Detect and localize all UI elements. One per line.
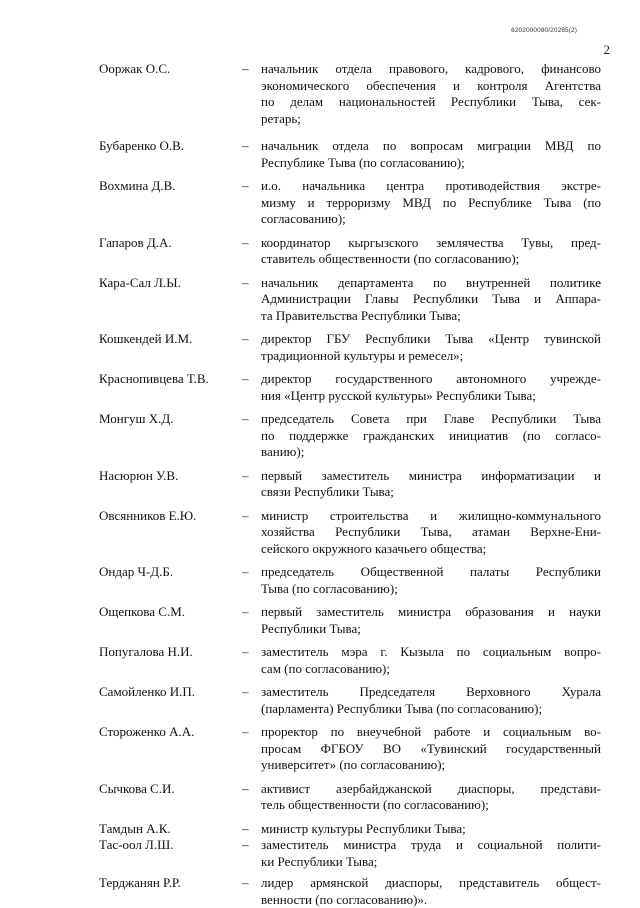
member-position bbox=[261, 411, 601, 461]
position-line: и.о. начальника центра противодействия экстре- bbox=[261, 178, 601, 195]
position-line: заместитель Председателя Верховного Хурала bbox=[261, 684, 601, 701]
member-position bbox=[261, 604, 601, 637]
position-line: просам ФГБОУ ВО «Тувинский государственный bbox=[261, 741, 601, 758]
member-entry bbox=[99, 178, 601, 228]
position-line: председатель Совета при Главе Республики Тыва bbox=[261, 411, 601, 428]
dash-separator: – bbox=[242, 331, 249, 348]
member-name: Самойленко И.П. bbox=[99, 684, 195, 701]
member-entry bbox=[99, 371, 601, 404]
dash-separator: – bbox=[242, 724, 249, 741]
dash-separator: – bbox=[242, 61, 249, 78]
member-entry bbox=[99, 564, 601, 597]
position-line: Администрации Главы Республики Тыва и Аппара- bbox=[261, 291, 601, 308]
member-entry bbox=[99, 724, 601, 774]
member-entry bbox=[99, 411, 601, 461]
member-list bbox=[99, 61, 601, 908]
position-line: ванию); bbox=[261, 444, 601, 461]
position-line: активист азербайджанской диаспоры, представи- bbox=[261, 781, 601, 798]
member-entry bbox=[99, 235, 601, 268]
position-line: Республики Тыва; bbox=[261, 621, 601, 638]
dash-separator: – bbox=[242, 821, 249, 838]
dash-separator: – bbox=[242, 604, 249, 621]
position-line: ки Республики Тыва; bbox=[261, 854, 601, 871]
member-position bbox=[261, 275, 601, 325]
position-line: экономического обеспечения и контроля Агентства bbox=[261, 78, 601, 95]
member-entry bbox=[99, 781, 601, 814]
member-position bbox=[261, 781, 601, 814]
dash-separator: – bbox=[242, 138, 249, 155]
member-entry bbox=[99, 644, 601, 677]
position-line: (парламента) Республики Тыва (по согласованию); bbox=[261, 701, 601, 718]
member-name: Насюрюн У.В. bbox=[99, 468, 178, 485]
position-line: та Правительства Республики Тыва; bbox=[261, 308, 601, 325]
position-line: начальник отдела по вопросам миграции МВД по bbox=[261, 138, 601, 155]
member-name: Овсянников Е.Ю. bbox=[99, 508, 196, 525]
position-line: хозяйства Республики Тыва, атаман Верхне-Ени- bbox=[261, 524, 601, 541]
dash-separator: – bbox=[242, 508, 249, 525]
member-name: Кошкендей И.М. bbox=[99, 331, 192, 348]
position-line: лидер армянской диаспоры, представитель общест- bbox=[261, 875, 601, 892]
position-line: министр культуры Республики Тыва; bbox=[261, 821, 601, 838]
member-entry bbox=[99, 61, 601, 127]
dash-separator: – bbox=[242, 275, 249, 292]
member-position bbox=[261, 564, 601, 597]
position-line: Республике Тыва (по согласованию); bbox=[261, 155, 601, 172]
dash-separator: – bbox=[242, 235, 249, 252]
position-line: заместитель министра труда и социальной полити- bbox=[261, 837, 601, 854]
member-name: Бубаренко О.В. bbox=[99, 138, 184, 155]
member-entry bbox=[99, 875, 601, 908]
position-line: министр строительства и жилищно-коммунального bbox=[261, 508, 601, 525]
member-name: Ооржак О.С. bbox=[99, 61, 170, 78]
position-line: венности (по согласованию)». bbox=[261, 892, 601, 908]
position-line: начальник департамента по внутренней политике bbox=[261, 275, 601, 292]
member-name: Краснопивцева Т.В. bbox=[99, 371, 209, 388]
member-entry bbox=[99, 604, 601, 637]
member-entry bbox=[99, 138, 601, 171]
position-line: по делам национальностей Республики Тыва, сек- bbox=[261, 94, 601, 111]
member-position bbox=[261, 331, 601, 364]
dash-separator: – bbox=[242, 875, 249, 892]
position-line: председатель Общественной палаты Республики bbox=[261, 564, 601, 581]
member-position bbox=[261, 138, 601, 171]
dash-separator: – bbox=[242, 684, 249, 701]
page-number: 2 bbox=[0, 42, 610, 58]
member-position bbox=[261, 684, 601, 717]
position-line: ния «Центр русской культуры» Республики Тыва; bbox=[261, 388, 601, 405]
member-position bbox=[261, 468, 601, 501]
member-position bbox=[261, 644, 601, 677]
member-name: Ощепкова С.М. bbox=[99, 604, 185, 621]
position-line: традиционной культуры и ремесел»; bbox=[261, 348, 601, 365]
member-position bbox=[261, 178, 601, 228]
member-name: Сычкова С.И. bbox=[99, 781, 175, 798]
dash-separator: – bbox=[242, 411, 249, 428]
dash-separator: – bbox=[242, 837, 249, 854]
member-name: Гапаров Д.А. bbox=[99, 235, 172, 252]
position-line: заместитель мэра г. Кызыла по социальным вопро- bbox=[261, 644, 601, 661]
member-entry bbox=[99, 331, 601, 364]
position-line: ставитель общественности (по согласованию); bbox=[261, 251, 601, 268]
member-position bbox=[261, 821, 601, 838]
position-line: мизму и терроризму МВД по Республике Тыва (по bbox=[261, 195, 601, 212]
member-position bbox=[261, 875, 601, 908]
member-name: Терджанян Р.Р. bbox=[99, 875, 181, 892]
member-name: Вохмина Д.В. bbox=[99, 178, 176, 195]
position-line: координатор кыргызского землячества Тувы, пред- bbox=[261, 235, 601, 252]
member-name: Монгуш Х.Д. bbox=[99, 411, 174, 428]
dash-separator: – bbox=[242, 644, 249, 661]
position-line: сам (по согласованию); bbox=[261, 661, 601, 678]
position-line: директор ГБУ Республики Тыва «Центр тувинской bbox=[261, 331, 601, 348]
position-line: директор государственного автономного учрежде- bbox=[261, 371, 601, 388]
member-name: Стороженко А.А. bbox=[99, 724, 194, 741]
member-name: Попугалова Н.И. bbox=[99, 644, 193, 661]
member-entry bbox=[99, 837, 601, 870]
position-line: по поддержке гражданских инициатив (по согласо- bbox=[261, 428, 601, 445]
position-line: первый заместитель министра информатизации и bbox=[261, 468, 601, 485]
dash-separator: – bbox=[242, 781, 249, 798]
dash-separator: – bbox=[242, 371, 249, 388]
member-name: Тас-оол Л.Ш. bbox=[99, 837, 173, 854]
position-line: первый заместитель министра образования и науки bbox=[261, 604, 601, 621]
position-line: ретарь; bbox=[261, 111, 601, 128]
position-line: университет» (по согласованию); bbox=[261, 757, 601, 774]
position-line: Тыва (по согласованию); bbox=[261, 581, 601, 598]
member-entry bbox=[99, 468, 601, 501]
member-position bbox=[261, 371, 601, 404]
member-position bbox=[261, 508, 601, 558]
member-entry bbox=[99, 821, 601, 838]
position-line: тель общественности (по согласованию); bbox=[261, 797, 601, 814]
member-position bbox=[261, 724, 601, 774]
member-entry bbox=[99, 508, 601, 558]
position-line: проректор по внеучебной работе и социальным во- bbox=[261, 724, 601, 741]
position-line: начальник отдела правового, кадрового, финансово bbox=[261, 61, 601, 78]
dash-separator: – bbox=[242, 564, 249, 581]
member-name: Ондар Ч-Д.Б. bbox=[99, 564, 173, 581]
member-position bbox=[261, 235, 601, 268]
member-position bbox=[261, 61, 601, 127]
member-position bbox=[261, 837, 601, 870]
dash-separator: – bbox=[242, 178, 249, 195]
member-name: Тамдын А.К. bbox=[99, 821, 171, 838]
document-id: 6202000080/20265(2) bbox=[0, 27, 577, 34]
member-entry bbox=[99, 684, 601, 717]
dash-separator: – bbox=[242, 468, 249, 485]
member-entry bbox=[99, 275, 601, 325]
member-name: Кара-Сал Л.Ы. bbox=[99, 275, 181, 292]
position-line: связи Республики Тыва; bbox=[261, 484, 601, 501]
position-line: сейского окружного казачьего общества; bbox=[261, 541, 601, 558]
position-line: согласованию); bbox=[261, 211, 601, 228]
